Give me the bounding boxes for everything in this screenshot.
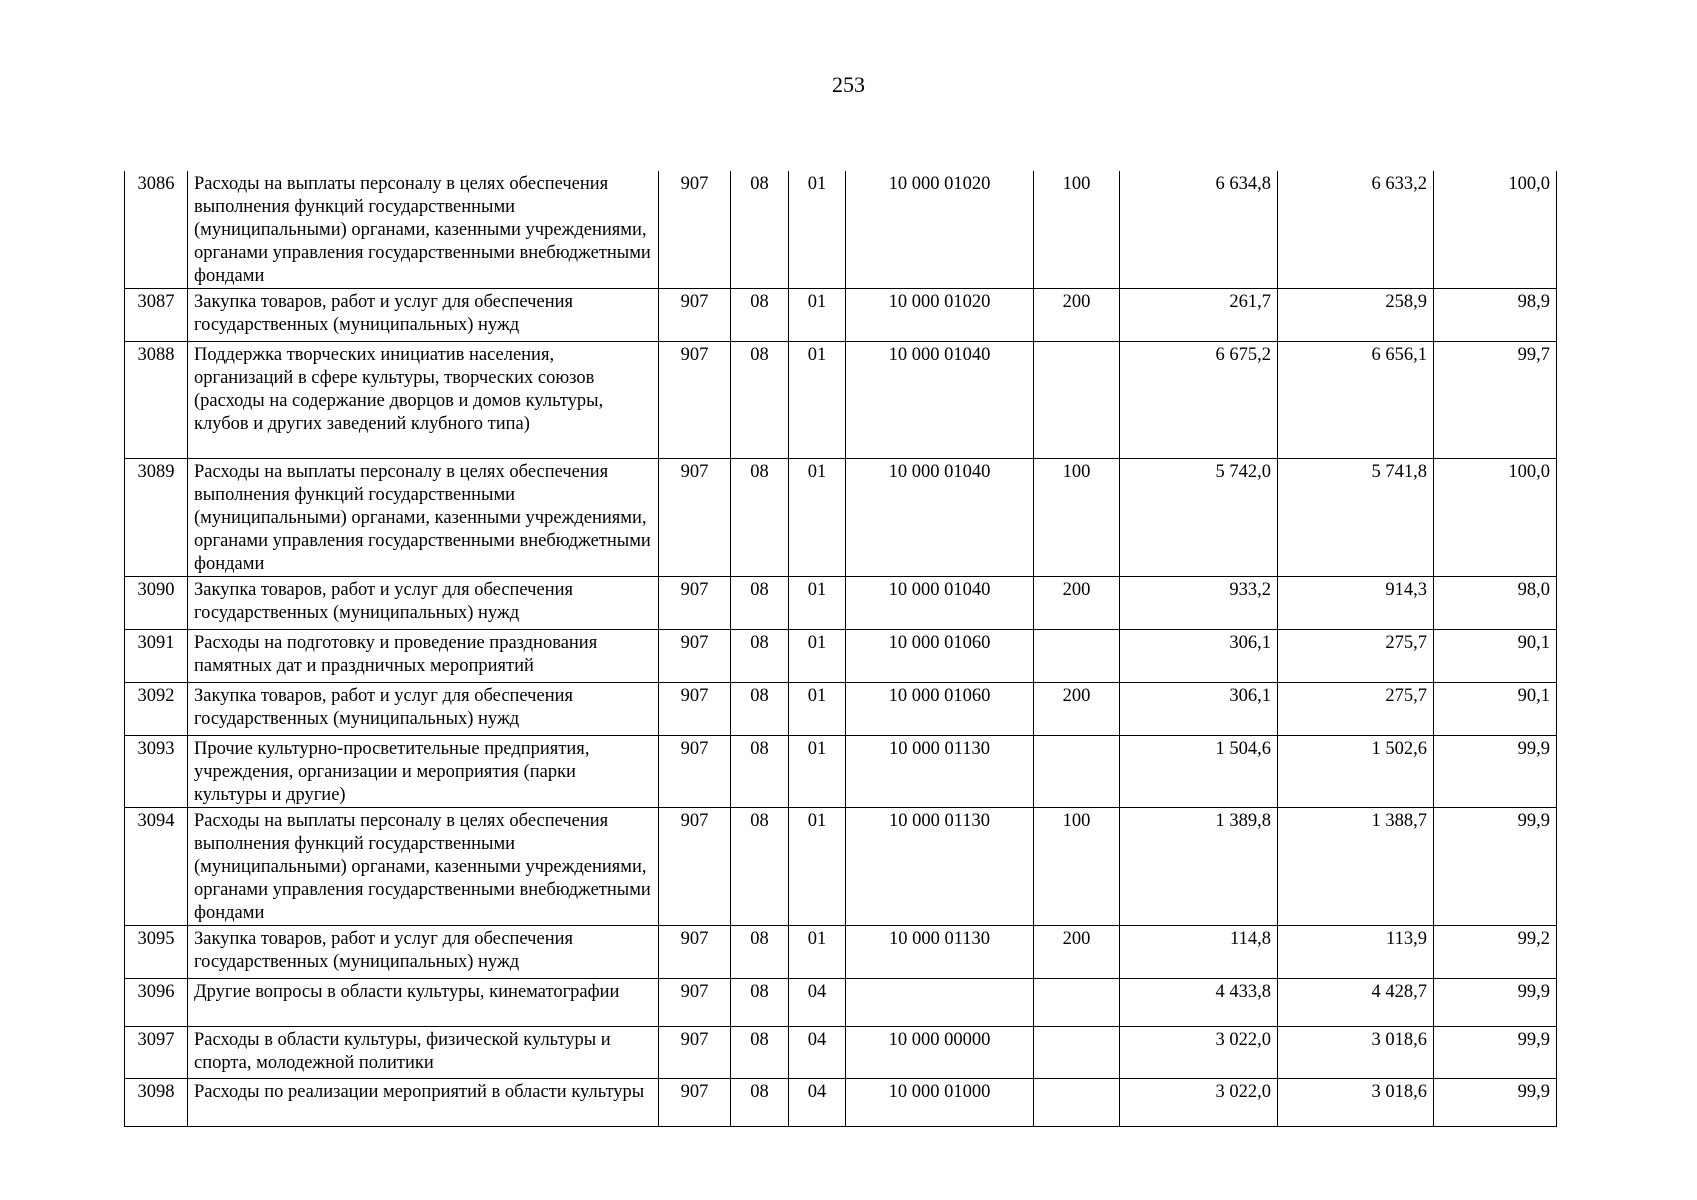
row-plan-amount: 261,7	[1120, 289, 1278, 342]
row-target-code: 10 000 01000	[846, 1079, 1034, 1127]
row-plan-amount: 1 504,6	[1120, 736, 1278, 808]
row-percent: 98,9	[1434, 289, 1557, 342]
row-number: 3086	[125, 171, 188, 289]
row-section-code: 08	[731, 683, 789, 736]
row-section-code: 08	[731, 630, 789, 683]
row-expense-type	[1034, 736, 1120, 808]
row-section-code: 08	[731, 171, 789, 289]
table-body	[125, 171, 1557, 1127]
row-section-code: 08	[731, 926, 789, 979]
row-description: Расходы на выплаты персоналу в целях обеспечения выполнения функций государственными (муниципальными) органами, казенными учреждениями, органами управления государственными внебюджетными фондами	[188, 808, 659, 926]
row-actual-amount: 6 656,1	[1278, 342, 1434, 459]
row-expense-type: 100	[1034, 808, 1120, 926]
row-percent: 98,0	[1434, 577, 1557, 630]
row-actual-amount: 1 388,7	[1278, 808, 1434, 926]
row-dept-code: 907	[659, 808, 731, 926]
table-row	[125, 808, 1557, 926]
row-dept-code: 907	[659, 979, 731, 1027]
row-actual-amount: 3 018,6	[1278, 1027, 1434, 1079]
row-section-code: 08	[731, 1027, 789, 1079]
row-expense-type: 100	[1034, 459, 1120, 577]
row-percent: 99,9	[1434, 808, 1557, 926]
row-description: Расходы в области культуры, физической культуры и спорта, молодежной политики	[188, 1027, 659, 1079]
row-section-code: 08	[731, 736, 789, 808]
row-number: 3095	[125, 926, 188, 979]
row-expense-type	[1034, 1027, 1120, 1079]
row-target-code: 10 000 01040	[846, 342, 1034, 459]
row-percent: 90,1	[1434, 683, 1557, 736]
row-expense-type	[1034, 342, 1120, 459]
row-actual-amount: 113,9	[1278, 926, 1434, 979]
row-subsection-code: 01	[789, 926, 846, 979]
row-plan-amount: 5 742,0	[1120, 459, 1278, 577]
row-subsection-code: 04	[789, 1027, 846, 1079]
row-plan-amount: 3 022,0	[1120, 1079, 1278, 1127]
row-dept-code: 907	[659, 342, 731, 459]
row-number: 3094	[125, 808, 188, 926]
table-row	[125, 459, 1557, 577]
row-expense-type: 200	[1034, 577, 1120, 630]
row-subsection-code: 01	[789, 683, 846, 736]
row-expense-type: 200	[1034, 683, 1120, 736]
row-subsection-code: 01	[789, 808, 846, 926]
table-row	[125, 1079, 1557, 1127]
row-target-code: 10 000 01130	[846, 808, 1034, 926]
row-expense-type	[1034, 1079, 1120, 1127]
row-dept-code: 907	[659, 1027, 731, 1079]
row-subsection-code: 01	[789, 630, 846, 683]
row-plan-amount: 6 634,8	[1120, 171, 1278, 289]
row-description: Расходы на выплаты персоналу в целях обеспечения выполнения функций государственными (муниципальными) органами, казенными учреждениями, органами управления государственными внебюджетными фондами	[188, 171, 659, 289]
row-number: 3090	[125, 577, 188, 630]
row-subsection-code: 01	[789, 289, 846, 342]
row-percent: 99,7	[1434, 342, 1557, 459]
row-actual-amount: 1 502,6	[1278, 736, 1434, 808]
row-actual-amount: 6 633,2	[1278, 171, 1434, 289]
row-target-code: 10 000 00000	[846, 1027, 1034, 1079]
row-plan-amount: 306,1	[1120, 630, 1278, 683]
row-description: Расходы на подготовку и проведение празднования памятных дат и праздничных мероприятий	[188, 630, 659, 683]
row-description: Поддержка творческих инициатив населения, организаций в сфере культуры, творческих союзов (расходы на содержание дворцов и домов культуры, клубов и других заведений клубного типа)	[188, 342, 659, 459]
row-expense-type	[1034, 630, 1120, 683]
table-row	[125, 683, 1557, 736]
row-actual-amount: 275,7	[1278, 630, 1434, 683]
row-plan-amount: 4 433,8	[1120, 979, 1278, 1027]
row-target-code: 10 000 01040	[846, 459, 1034, 577]
row-plan-amount: 933,2	[1120, 577, 1278, 630]
row-number: 3091	[125, 630, 188, 683]
row-dept-code: 907	[659, 1079, 731, 1127]
row-section-code: 08	[731, 808, 789, 926]
row-target-code: 10 000 01020	[846, 289, 1034, 342]
row-target-code: 10 000 01060	[846, 630, 1034, 683]
table-row	[125, 736, 1557, 808]
row-description: Закупка товаров, работ и услуг для обеспечения государственных (муниципальных) нужд	[188, 577, 659, 630]
row-target-code: 10 000 01020	[846, 171, 1034, 289]
table-row	[125, 1027, 1557, 1079]
row-description: Расходы на выплаты персоналу в целях обеспечения выполнения функций государственными (муниципальными) органами, казенными учреждениями, органами управления государственными внебюджетными фондами	[188, 459, 659, 577]
table-row	[125, 926, 1557, 979]
row-subsection-code: 04	[789, 979, 846, 1027]
row-dept-code: 907	[659, 630, 731, 683]
row-subsection-code: 01	[789, 736, 846, 808]
row-actual-amount: 914,3	[1278, 577, 1434, 630]
row-plan-amount: 306,1	[1120, 683, 1278, 736]
row-plan-amount: 1 389,8	[1120, 808, 1278, 926]
row-percent: 90,1	[1434, 630, 1557, 683]
row-section-code: 08	[731, 577, 789, 630]
row-expense-type	[1034, 979, 1120, 1027]
row-subsection-code: 01	[789, 459, 846, 577]
table-row	[125, 289, 1557, 342]
row-subsection-code: 04	[789, 1079, 846, 1127]
row-subsection-code: 01	[789, 577, 846, 630]
row-percent: 99,9	[1434, 736, 1557, 808]
row-expense-type: 200	[1034, 289, 1120, 342]
row-description: Закупка товаров, работ и услуг для обеспечения государственных (муниципальных) нужд	[188, 289, 659, 342]
row-actual-amount: 4 428,7	[1278, 979, 1434, 1027]
row-target-code: 10 000 01060	[846, 683, 1034, 736]
row-target-code: 10 000 01040	[846, 577, 1034, 630]
row-number: 3093	[125, 736, 188, 808]
row-dept-code: 907	[659, 577, 731, 630]
row-percent: 99,9	[1434, 1079, 1557, 1127]
row-section-code: 08	[731, 459, 789, 577]
row-number: 3089	[125, 459, 188, 577]
row-actual-amount: 3 018,6	[1278, 1079, 1434, 1127]
row-plan-amount: 3 022,0	[1120, 1027, 1278, 1079]
row-number: 3096	[125, 979, 188, 1027]
row-number: 3098	[125, 1079, 188, 1127]
table-row	[125, 342, 1557, 459]
row-dept-code: 907	[659, 926, 731, 979]
row-actual-amount: 5 741,8	[1278, 459, 1434, 577]
row-description: Расходы по реализации мероприятий в области культуры	[188, 1079, 659, 1127]
row-description: Прочие культурно-просветительные предприятия, учреждения, организации и мероприятия (парки культуры и другие)	[188, 736, 659, 808]
row-dept-code: 907	[659, 683, 731, 736]
row-section-code: 08	[731, 979, 789, 1027]
row-percent: 100,0	[1434, 171, 1557, 289]
row-actual-amount: 275,7	[1278, 683, 1434, 736]
table-row	[125, 577, 1557, 630]
row-subsection-code: 01	[789, 342, 846, 459]
row-number: 3097	[125, 1027, 188, 1079]
row-subsection-code: 01	[789, 171, 846, 289]
row-percent: 99,9	[1434, 1027, 1557, 1079]
row-dept-code: 907	[659, 459, 731, 577]
row-target-code	[846, 979, 1034, 1027]
table-row	[125, 171, 1557, 289]
row-description: Закупка товаров, работ и услуг для обеспечения государственных (муниципальных) нужд	[188, 683, 659, 736]
row-percent: 99,9	[1434, 979, 1557, 1027]
row-percent: 99,2	[1434, 926, 1557, 979]
row-number: 3088	[125, 342, 188, 459]
row-section-code: 08	[731, 342, 789, 459]
table-row	[125, 630, 1557, 683]
row-description: Закупка товаров, работ и услуг для обеспечения государственных (муниципальных) нужд	[188, 926, 659, 979]
row-target-code: 10 000 01130	[846, 926, 1034, 979]
row-plan-amount: 114,8	[1120, 926, 1278, 979]
budget-table	[124, 171, 1557, 1127]
row-dept-code: 907	[659, 171, 731, 289]
row-target-code: 10 000 01130	[846, 736, 1034, 808]
row-number: 3087	[125, 289, 188, 342]
row-number: 3092	[125, 683, 188, 736]
row-dept-code: 907	[659, 289, 731, 342]
row-percent: 100,0	[1434, 459, 1557, 577]
row-actual-amount: 258,9	[1278, 289, 1434, 342]
page-number: 253	[832, 72, 865, 97]
row-section-code: 08	[731, 289, 789, 342]
row-expense-type: 100	[1034, 171, 1120, 289]
row-expense-type: 200	[1034, 926, 1120, 979]
row-description: Другие вопросы в области культуры, кинематографии	[188, 979, 659, 1027]
row-plan-amount: 6 675,2	[1120, 342, 1278, 459]
table-row	[125, 979, 1557, 1027]
row-dept-code: 907	[659, 736, 731, 808]
row-section-code: 08	[731, 1079, 789, 1127]
